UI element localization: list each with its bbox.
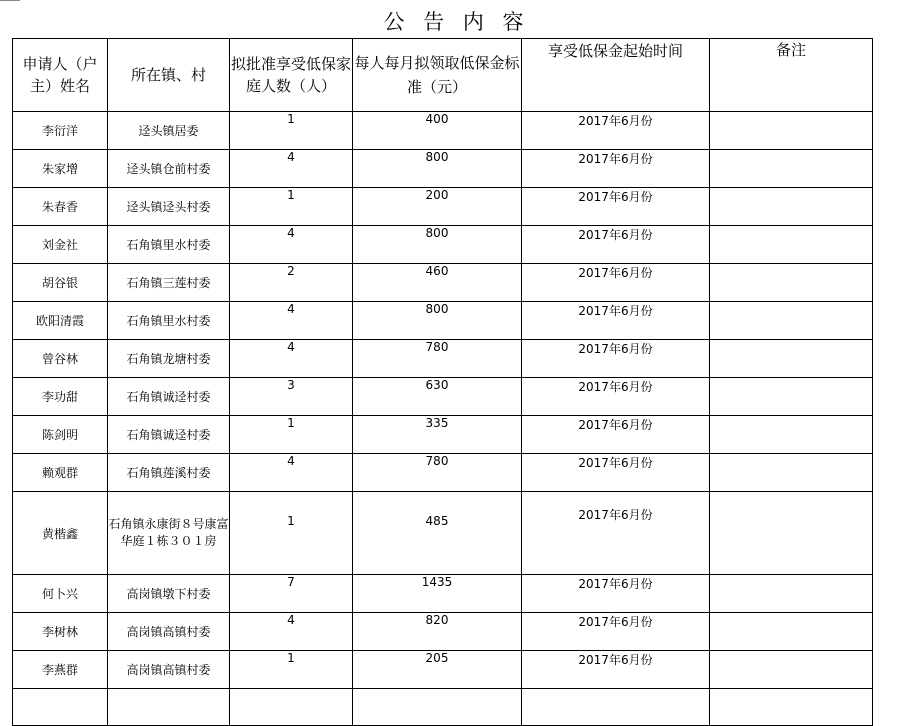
cell-start-time: 2017年6月份	[522, 651, 710, 689]
cell-start-time	[522, 689, 710, 726]
table-row	[13, 454, 873, 492]
cell-location	[108, 689, 230, 726]
cell-start-time: 2017年6月份	[522, 188, 710, 226]
cell-name: 胡谷银	[13, 264, 108, 302]
table-row	[13, 264, 873, 302]
cell-members: 1	[230, 651, 353, 689]
cell-location: 石角镇龙塘村委	[108, 340, 230, 378]
page-title: 公 告 内 容	[383, 10, 530, 34]
cell-start-time: 2017年6月份	[522, 575, 710, 613]
cell-members: 4	[230, 150, 353, 188]
table-row	[13, 689, 873, 726]
cell-note	[710, 340, 873, 378]
table-row	[13, 226, 873, 264]
table-row	[13, 188, 873, 226]
table-row	[13, 651, 873, 689]
cell-standard: 800	[353, 302, 522, 340]
cell-standard: 460	[353, 264, 522, 302]
cell-standard: 820	[353, 613, 522, 651]
table-row	[13, 340, 873, 378]
cell-note	[710, 575, 873, 613]
cell-note	[710, 302, 873, 340]
cell-note	[710, 689, 873, 726]
cell-name: 刘金社	[13, 226, 108, 264]
cell-members	[230, 689, 353, 726]
header-note: 备注	[710, 39, 873, 112]
cell-location: 石角镇诚迳村委	[108, 416, 230, 454]
cell-members: 4	[230, 613, 353, 651]
cell-note	[710, 150, 873, 188]
cell-name: 黄楷鑫	[13, 492, 108, 575]
cell-location: 石角镇莲溪村委	[108, 454, 230, 492]
cell-start-time: 2017年6月份	[522, 302, 710, 340]
cell-members: 1	[230, 492, 353, 575]
cell-note	[710, 188, 873, 226]
cell-location: 石角镇里水村委	[108, 302, 230, 340]
table-row	[13, 302, 873, 340]
table-row	[13, 112, 873, 150]
cell-name: 欧阳清霞	[13, 302, 108, 340]
cell-start-time: 2017年6月份	[522, 340, 710, 378]
cell-location: 石角镇三莲村委	[108, 264, 230, 302]
cell-location: 石角镇里水村委	[108, 226, 230, 264]
cell-standard: 630	[353, 378, 522, 416]
cell-name: 李功甜	[13, 378, 108, 416]
cell-location: 迳头镇居委	[108, 112, 230, 150]
notice-table	[12, 38, 873, 726]
cell-location: 高岗镇高镇村委	[108, 613, 230, 651]
cell-name: 朱家增	[13, 150, 108, 188]
cell-start-time: 2017年6月份	[522, 264, 710, 302]
cell-name: 朱春香	[13, 188, 108, 226]
header-name: 申请人（户主）姓名	[13, 39, 108, 112]
cell-standard	[353, 689, 522, 726]
cell-standard: 205	[353, 651, 522, 689]
page-corner-mark	[0, 0, 20, 2]
cell-note	[710, 454, 873, 492]
cell-members: 4	[230, 454, 353, 492]
cell-location: 石角镇诚迳村委	[108, 378, 230, 416]
cell-name	[13, 689, 108, 726]
cell-name: 曾谷林	[13, 340, 108, 378]
cell-members: 2	[230, 264, 353, 302]
cell-name: 何卜兴	[13, 575, 108, 613]
table-row	[13, 613, 873, 651]
table-row	[13, 378, 873, 416]
cell-members: 4	[230, 302, 353, 340]
cell-members: 4	[230, 340, 353, 378]
table-header-row	[13, 39, 873, 112]
table-row	[13, 492, 873, 575]
cell-start-time: 2017年6月份	[522, 112, 710, 150]
cell-location: 高岗镇高镇村委	[108, 651, 230, 689]
cell-start-time: 2017年6月份	[522, 226, 710, 264]
cell-members: 7	[230, 575, 353, 613]
cell-note	[710, 264, 873, 302]
cell-standard: 400	[353, 112, 522, 150]
table-row	[13, 150, 873, 188]
cell-standard: 800	[353, 150, 522, 188]
header-start-time: 享受低保金起始时间	[522, 39, 710, 112]
cell-note	[710, 492, 873, 575]
cell-location: 石角镇永康街８号康富华庭１栋３０１房	[108, 492, 230, 575]
cell-standard: 200	[353, 188, 522, 226]
cell-note	[710, 651, 873, 689]
cell-members: 3	[230, 378, 353, 416]
cell-note	[710, 112, 873, 150]
header-members: 拟批准享受低保家庭人数（人）	[230, 39, 353, 112]
cell-standard: 780	[353, 340, 522, 378]
cell-start-time: 2017年6月份	[522, 378, 710, 416]
cell-start-time: 2017年6月份	[522, 613, 710, 651]
cell-note	[710, 613, 873, 651]
cell-location: 高岗镇墩下村委	[108, 575, 230, 613]
cell-standard: 1435	[353, 575, 522, 613]
table-row	[13, 575, 873, 613]
cell-note	[710, 226, 873, 264]
cell-start-time: 2017年6月份	[522, 492, 710, 575]
header-standard: 每人每月拟领取低保金标准（元）	[353, 39, 522, 112]
cell-name: 赖观群	[13, 454, 108, 492]
cell-members: 1	[230, 416, 353, 454]
cell-note	[710, 378, 873, 416]
cell-members: 1	[230, 112, 353, 150]
cell-standard: 485	[353, 492, 522, 575]
cell-members: 4	[230, 226, 353, 264]
cell-name: 李衍洋	[13, 112, 108, 150]
cell-start-time: 2017年6月份	[522, 416, 710, 454]
cell-start-time: 2017年6月份	[522, 454, 710, 492]
cell-location: 迳头镇仓前村委	[108, 150, 230, 188]
table-row	[13, 416, 873, 454]
cell-name: 李燕群	[13, 651, 108, 689]
cell-standard: 335	[353, 416, 522, 454]
cell-members: 1	[230, 188, 353, 226]
cell-name: 陈剑明	[13, 416, 108, 454]
cell-standard: 780	[353, 454, 522, 492]
cell-standard: 800	[353, 226, 522, 264]
cell-note	[710, 416, 873, 454]
cell-start-time: 2017年6月份	[522, 150, 710, 188]
cell-name: 李树林	[13, 613, 108, 651]
cell-location: 迳头镇迳头村委	[108, 188, 230, 226]
header-location: 所在镇、村	[108, 39, 230, 112]
